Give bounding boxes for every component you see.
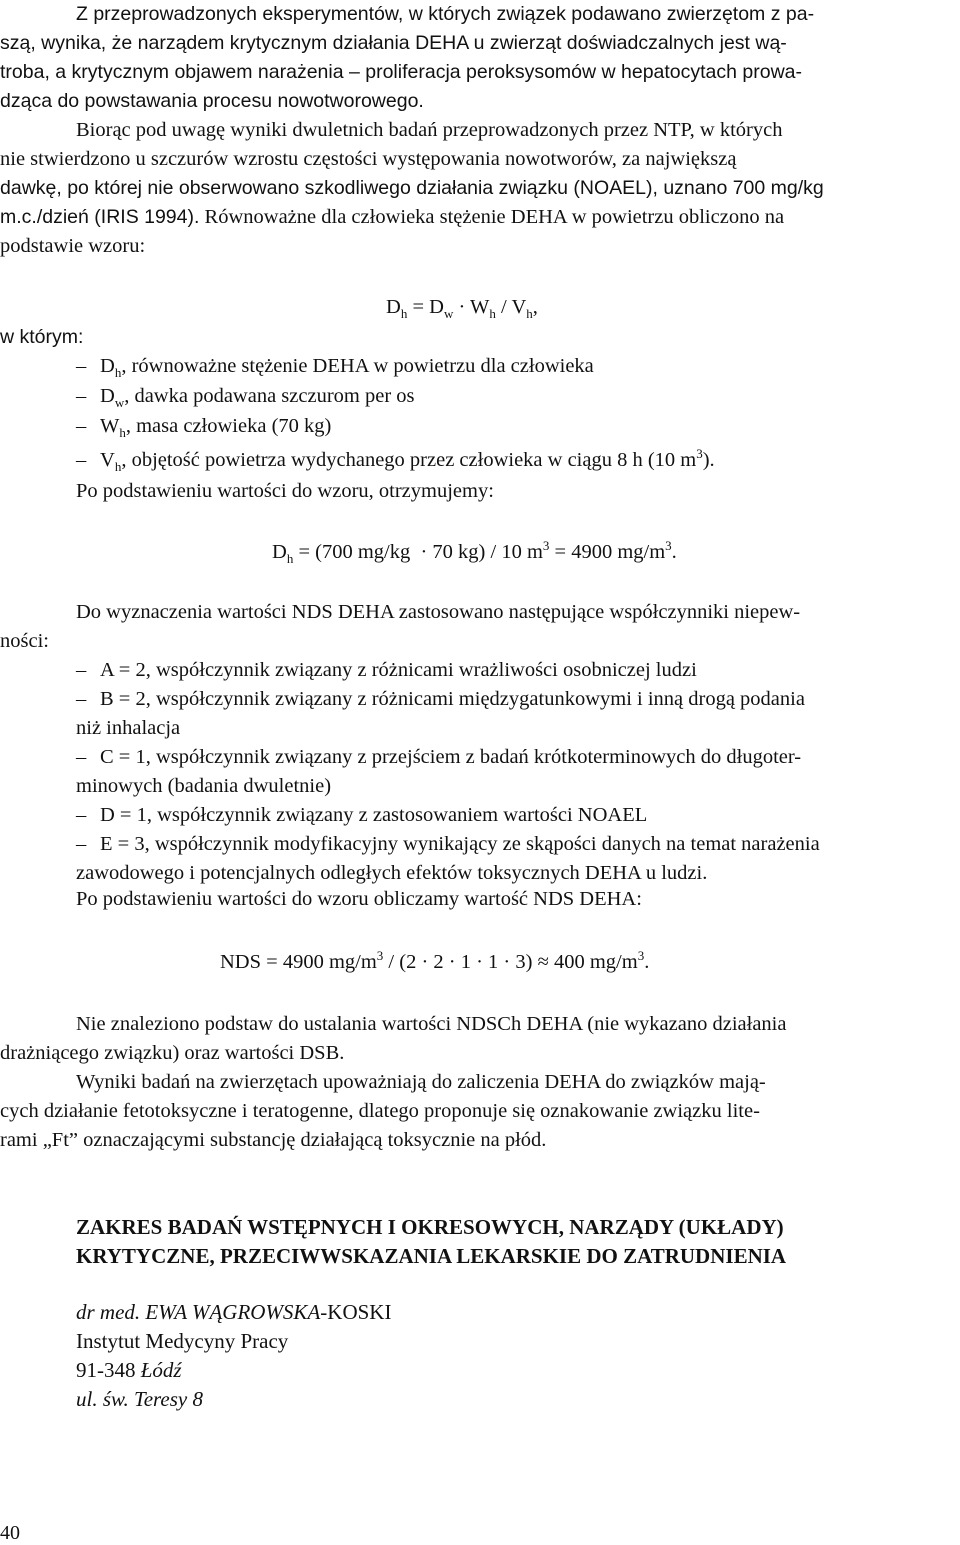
paragraph-line: dawkę, po której nie obserwowano szkodliwego działania związku (NOAEL), uznano 700 mg/kg bbox=[0, 177, 824, 199]
variable-description: , równoważne stężenie DEHA w powietrzu dla człowieka bbox=[121, 355, 594, 377]
dash-bullet: – bbox=[76, 355, 87, 377]
dash-bullet: – bbox=[76, 659, 87, 681]
coefficient-text: E = 3, współczynnik modyfikacyjny wynikający ze skąpości danych na temat narażenia bbox=[100, 833, 820, 855]
variable-subscript: h bbox=[114, 365, 122, 381]
paragraph-line: dząca do powstawania procesu nowotworowego. bbox=[0, 90, 424, 112]
author-block bbox=[76, 1298, 391, 1414]
paragraph-line: Nie znaleziono podstaw do ustalania wartości NDSCh DEHA (nie wykazano działania bbox=[76, 1013, 787, 1035]
formula-superscript: 3 bbox=[665, 538, 672, 553]
variable-description: , objętość powietrza wydychanego przez człowieka w ciągu 8 h (10 m bbox=[121, 448, 697, 471]
list-item bbox=[76, 385, 415, 411]
formula-subscript: h bbox=[400, 306, 408, 322]
coefficient-item bbox=[76, 743, 956, 801]
coefficient-line: niż inhalacja bbox=[76, 717, 181, 739]
approx-symbol: ≈ bbox=[537, 950, 549, 973]
coefficient-line bbox=[76, 656, 956, 685]
variable-symbol: D bbox=[100, 385, 115, 407]
author-name-italic: dr med. EWA WĄGROWSKA bbox=[76, 1300, 321, 1324]
formula-nds bbox=[220, 948, 649, 974]
variable-description: , dawka podawana szczurom per os bbox=[124, 385, 415, 407]
po-podstawieniu-1: Po podstawieniu wartości do wzoru, otrzymujemy: bbox=[76, 480, 494, 502]
variable-symbol: D bbox=[100, 355, 115, 377]
formula-superscript: 3 bbox=[376, 948, 384, 963]
dash-bullet: – bbox=[76, 746, 87, 768]
formula-symbol: · W bbox=[453, 296, 490, 318]
paragraph-line: podstawie wzoru: bbox=[0, 235, 146, 257]
author-postcode: 91-348 bbox=[76, 1358, 141, 1382]
paragraph-uncertainty bbox=[0, 598, 956, 656]
variable-symbol: W bbox=[100, 415, 120, 437]
variable-subscript: h bbox=[119, 425, 126, 441]
author-address bbox=[76, 1356, 391, 1385]
variable-superscript: 3 bbox=[696, 446, 703, 461]
paragraph-fragment: m.c./dzień (IRIS 1994). bbox=[0, 206, 200, 228]
formula-subscript: h bbox=[489, 306, 496, 322]
coefficient-line bbox=[76, 830, 956, 859]
paragraph-line: Wyniki badań na zwierzętach upoważniają do zaliczenia DEHA do związków mają- bbox=[76, 1071, 766, 1093]
variable-description: , masa człowieka (70 kg) bbox=[125, 415, 332, 437]
paragraph-ndsch bbox=[0, 1010, 956, 1068]
heading-line: ZAKRES BADAŃ WSTĘPNYCH I OKRESOWYCH, NARZĄDY (UKŁADY) bbox=[76, 1215, 784, 1239]
author-institute: Instytut Medycyny Pracy bbox=[76, 1329, 289, 1353]
formula-dh bbox=[386, 296, 538, 322]
author-street: ul. św. Teresy 8 bbox=[76, 1387, 203, 1411]
dash-bullet: – bbox=[76, 833, 87, 855]
formula-symbol: , bbox=[532, 296, 538, 318]
author-name-rest: -KOSKI bbox=[320, 1300, 392, 1324]
dash-bullet: – bbox=[76, 448, 87, 471]
paragraph-liver bbox=[0, 0, 956, 116]
label-w-ktorym: w którym: bbox=[0, 326, 84, 348]
po-podstawieniu-2: Po podstawieniu wartości do wzoru obliczamy wartość NDS DEHA: bbox=[76, 888, 642, 910]
list-item bbox=[76, 355, 594, 381]
dash-bullet: – bbox=[76, 385, 87, 407]
dash-bullet: – bbox=[76, 688, 87, 710]
formula-subscript: w bbox=[443, 306, 454, 322]
paragraph-line: troba, a krytycznym objawem narażenia – proliferacja peroksysomów w hepatocytach prowa- bbox=[0, 61, 803, 83]
formula-symbol: D bbox=[272, 540, 287, 563]
paragraph-line: rami „Ft” oznaczającymi substancję działającą toksycznie na płód. bbox=[0, 1129, 547, 1151]
coefficient-line: minowych (badania dwuletnie) bbox=[76, 775, 332, 797]
page-number: 40 bbox=[0, 1522, 20, 1544]
coefficient-line bbox=[76, 801, 956, 830]
list-item bbox=[76, 415, 331, 441]
formula-dh-value bbox=[272, 538, 677, 567]
formula-symbol: = 4900 mg/m bbox=[549, 540, 666, 563]
formula-symbol: . bbox=[671, 540, 677, 563]
coefficient-text: A = 2, współczynnik związany z różnicami wrażliwości osobniczej ludzi bbox=[100, 659, 697, 681]
paragraph-line: drażniącego związku) oraz wartości DSB. bbox=[0, 1042, 345, 1064]
paragraph-line: szą, wynika, że narządem krytycznym działania DEHA u zwierząt doświadczalnych jest wą- bbox=[0, 32, 787, 54]
paragraph-line: Z przeprowadzonych eksperymentów, w których związek podawano zwierzętom z pa- bbox=[76, 3, 815, 25]
coefficient-line bbox=[76, 685, 956, 714]
paragraph-ft bbox=[0, 1068, 956, 1155]
formula-symbol: = (700 mg/kg · 70 kg) / 10 m bbox=[293, 540, 543, 563]
formula-symbol: . bbox=[644, 950, 650, 973]
formula-symbol: / V bbox=[495, 296, 527, 318]
formula-superscript: 3 bbox=[542, 538, 550, 553]
dash-bullet: – bbox=[76, 804, 87, 826]
author-city: Łódź bbox=[140, 1358, 182, 1382]
formula-subscript: h bbox=[286, 550, 294, 566]
paragraph-noael bbox=[0, 116, 956, 261]
coefficient-text: D = 1, współczynnik związany z zastosowaniem wartości NOAEL bbox=[100, 804, 648, 826]
coefficient-item bbox=[76, 656, 956, 685]
formula-subscript: h bbox=[526, 306, 533, 322]
paragraph-line: cych działanie fetotoksyczne i teratogenne, dlatego proponuje się oznakowanie związku lite- bbox=[0, 1100, 760, 1122]
heading-line: KRYTYCZNE, PRZECIWWSKAZANIA LEKARSKIE DO ZATRUDNIENIA bbox=[76, 1244, 787, 1268]
variable-subscript: w bbox=[114, 395, 125, 411]
variable-description: ). bbox=[702, 448, 715, 471]
paragraph-line: Do wyznaczenia wartości NDS DEHA zastosowano następujące współczynniki niepew- bbox=[76, 601, 801, 623]
paragraph-fragment: Równoważne dla człowieka stężenie DEHA w powietrzu obliczono na bbox=[199, 206, 785, 228]
coefficient-line bbox=[76, 743, 956, 772]
formula-symbol: / (2 · 2 · 1 · 1 · 3) bbox=[383, 950, 538, 973]
coefficient-item bbox=[76, 830, 956, 888]
author-name bbox=[76, 1298, 391, 1327]
list-item bbox=[76, 446, 715, 475]
section-heading bbox=[76, 1213, 786, 1271]
formula-superscript: 3 bbox=[637, 948, 645, 963]
paragraph-line bbox=[0, 203, 956, 232]
paragraph-line: nie stwierdzono u szczurów wzrostu częstości występowania nowotworów, za największą bbox=[0, 148, 737, 170]
coefficient-text: C = 1, współczynnik związany z przejściem z badań krótkoterminowych do długoter- bbox=[100, 746, 802, 768]
dash-bullet: – bbox=[76, 415, 87, 437]
variable-symbol: V bbox=[100, 448, 115, 471]
coefficient-item bbox=[76, 801, 956, 830]
coefficient-item bbox=[76, 685, 956, 743]
paragraph-line: ności: bbox=[0, 630, 49, 652]
formula-symbol: = D bbox=[407, 296, 444, 318]
coefficient-text: B = 2, współczynnik związany z różnicami międzygatunkowymi i inną drogą podania bbox=[100, 688, 805, 710]
formula-symbol: D bbox=[386, 296, 401, 318]
formula-symbol: 400 mg/m bbox=[548, 950, 638, 973]
formula-symbol: NDS = 4900 mg/m bbox=[220, 950, 377, 973]
paragraph-line: Biorąc pod uwagę wyniki dwuletnich badań przeprowadzonych przez NTP, w których bbox=[76, 119, 783, 141]
coefficient-line: zawodowego i potencjalnych odległych efektów toksycznych DEHA u ludzi. bbox=[76, 862, 708, 884]
variable-subscript: h bbox=[114, 458, 122, 474]
